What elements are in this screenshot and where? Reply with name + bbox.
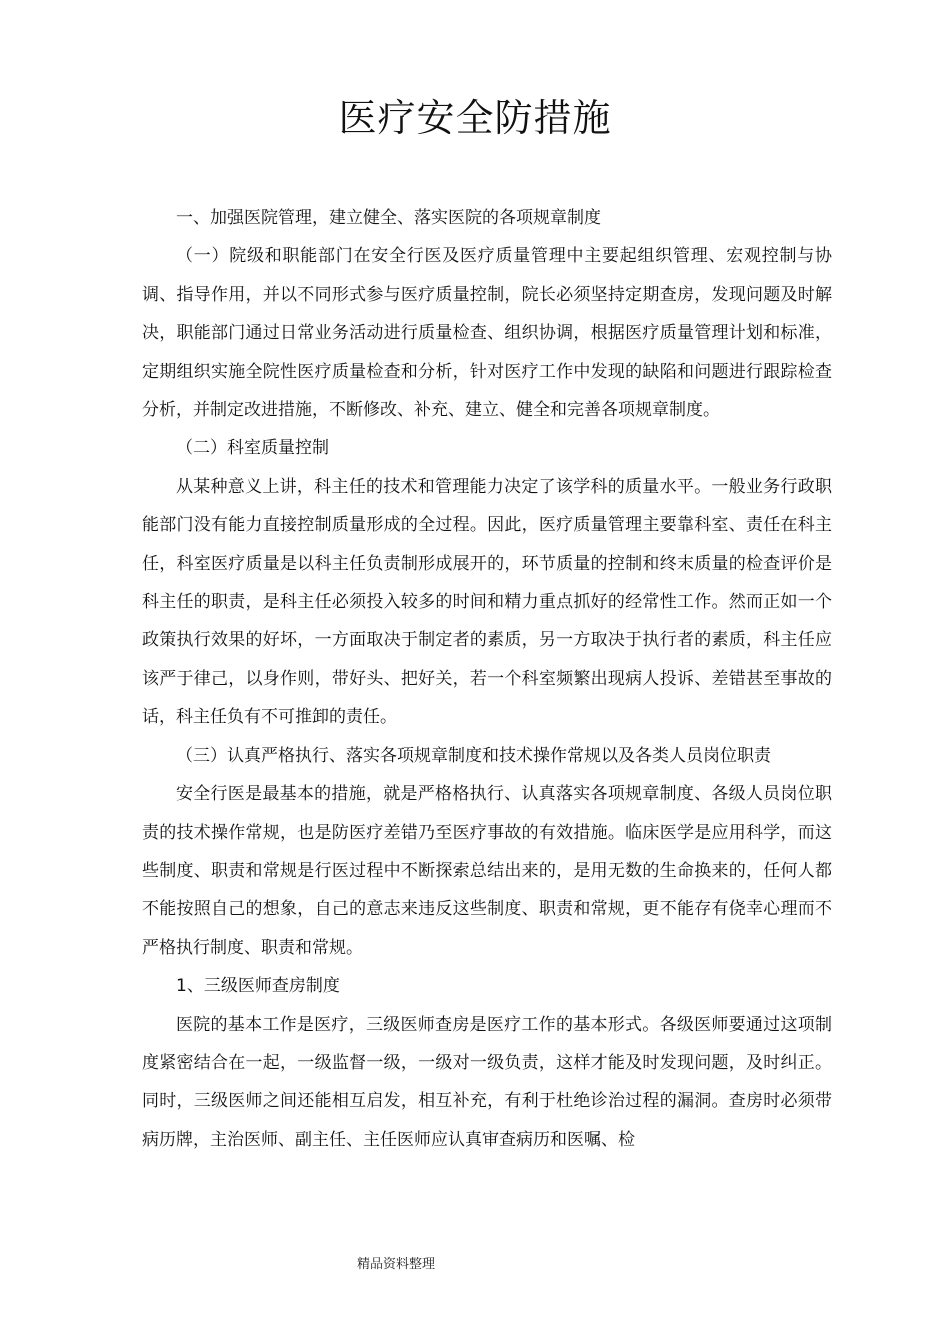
subsection-3-paragraph: 安全行医是最基本的措施，就是严格格执行、认真落实各项规章制度、各级人员岗位职责的技术操作常规，也是防医疗差错乃至医疗事故的有效措施。临床医学是应用科学，而这些制度、职责和常规是行医过程中不断探索总结出来的，是用无数的生命换来的，任何人都不能按照自己的想象，自己的意志来违反这些制度、职责和常规，更不能存有侥幸心理而不严格执行制度、职责和常规。 xyxy=(142,784,832,958)
section-heading-1: 一、加强医院管理，建立健全、落实医院的各项规章制度 xyxy=(176,208,601,228)
subsection-2-paragraph: 从某种意义上讲，科主任的技术和管理能力决定了该学科的质量水平。一般业务行政职能部门没有能力直接控制质量形成的全过程。因此，医疗质量管理主要靠科室、责任在科主任，科室医疗质量是以科主任负责制形成展开的，环节质量的控制和终末质量的检查评价是科主任的职责，是科主任必须投入较多的时间和精力重点抓好的经常性工作。然而正如一个政策执行效果的好坏，一方面取决于制定者的素质，另一方取决于执行者的素质，科主任应该严于律己，以身作则，带好头、把好关，若一个科室频繁出现病人投诉、差错甚至事故的话，科主任负有不可推卸的责任。 xyxy=(142,476,832,728)
subsection-2-heading: （二）科室质量控制 xyxy=(176,438,329,459)
subsection-1-paragraph: （一）院级和职能部门在安全行医及医疗质量管理中主要起组织管理、宏观控制与协调、指导作用，并以不同形式参与医疗质量控制，院长必须坚持定期查房，发现问题及时解决，职能部门通过日常业务活动进行质量检查、组织协调，根据医疗质量管理计划和标准，定期组织实施全院性医疗质量检查和分析，针对医疗工作中发现的缺陷和问题进行跟踪检查分析，并制定改进措施，不断修改、补充、建立、健全和完善各项规章制度。 xyxy=(142,246,832,421)
document-body xyxy=(142,199,832,1159)
page-footer: 精品资料整理 xyxy=(357,1257,436,1272)
subsection-3-heading: （三）认真严格执行、落实各项规章制度和技术操作常规以及各类人员岗位职责 xyxy=(176,745,771,766)
item-1-paragraph: 医院的基本工作是医疗，三级医师查房是医疗工作的基本形式。各级医师要通过这项制度紧密结合在一起，一级监督一级，一级对一级负责，这样才能及时发现问题，及时纠正。同时，三级医师之间还能相互启发，相互补充，有利于杜绝诊治过程的漏洞。查房时必须带病历牌，主治医师、副主任、主任医师应认真审查病历和医嘱、检 xyxy=(142,1014,832,1150)
item-1-heading: 1、三级医师查房制度 xyxy=(176,976,340,997)
page-title: 医疗安全防措施 xyxy=(338,96,612,140)
